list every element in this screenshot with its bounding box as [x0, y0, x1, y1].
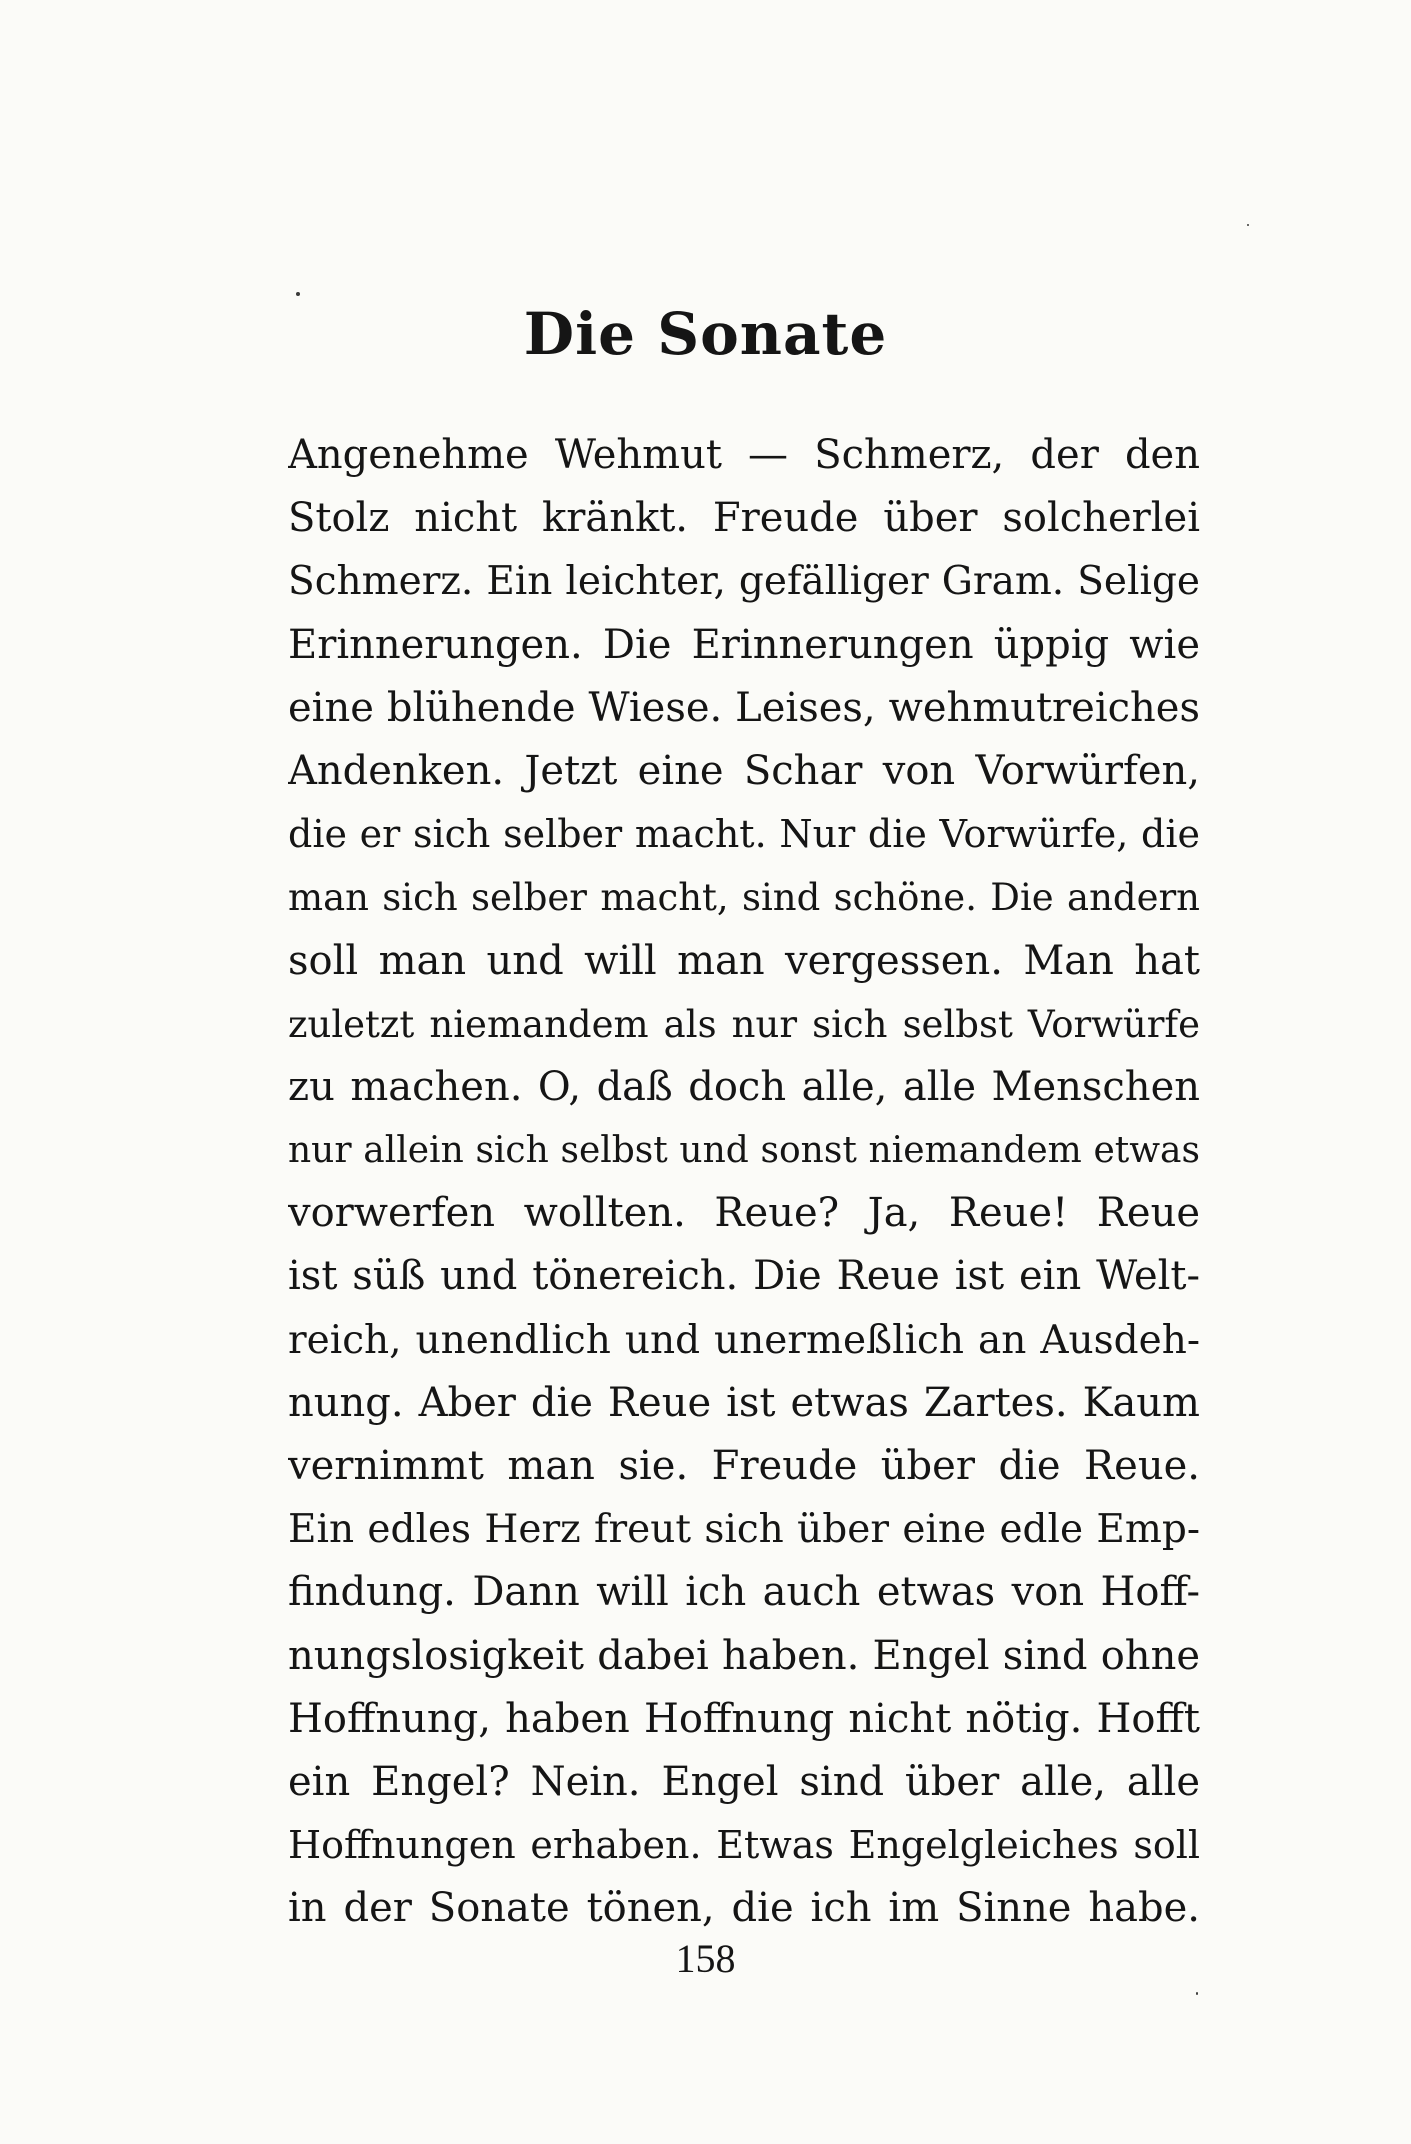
body-text [288, 424, 1200, 1941]
text-line: Hoffnungen erhaben. Etwas Engelgleiches soll [288, 1823, 1200, 1868]
print-speck [1247, 224, 1249, 226]
text-line: findung. Dann will ich auch etwas von Hoff- [288, 1569, 1200, 1616]
text-line: ein Engel? Nein. Engel sind über alle, alle [288, 1758, 1200, 1805]
text-line: Schmerz. Ein leichter, gefälliger Gram. Selige [288, 559, 1200, 605]
text-line: zuletzt niemandem als nur sich selbst Vorwürfe [288, 1002, 1200, 1046]
text-line: vorwerfen wollten. Reue? Ja, Reue! Reue [288, 1190, 1200, 1237]
text-line: Hoffnung, haben Hoffnung nicht nötig. Hofft [288, 1695, 1200, 1742]
text-line: man sich selber macht, sind schöne. Die andern [288, 876, 1200, 920]
text-line: nur allein sich selbst und sonst niemandem etwas [288, 1130, 1200, 1172]
page-number: 158 [675, 1936, 736, 1981]
text-line: reich, unendlich und unermeßlich an Ausdeh- [288, 1317, 1200, 1363]
text-line: Andenken. Jetzt eine Schar von Vorwürfen, [288, 747, 1200, 794]
text-line: Stolz nicht kränkt. Freude über solcherlei [288, 495, 1200, 542]
text-line: zu machen. O, daß doch alle, alle Menschen [288, 1063, 1200, 1110]
print-speck [1196, 1992, 1198, 1995]
text-line: Angenehme Wehmut — Schmerz, der den [288, 432, 1200, 478]
text-line: die er sich selber macht. Nur die Vorwürfe, die [288, 812, 1200, 857]
text-line: Erinnerungen. Die Erinnerungen üppig wie [288, 621, 1200, 668]
text-line: nungslosigkeit dabei haben. Engel sind ohne [288, 1632, 1200, 1679]
print-speck [296, 292, 300, 296]
text-line: nung. Aber die Reue ist etwas Zartes. Kaum [288, 1379, 1200, 1426]
chapter-title: Die Sonate [523, 300, 888, 368]
text-line: vernimmt man sie. Freude über die Reue. [288, 1443, 1200, 1489]
text-line: eine blühende Wiese. Leises, wehmutreiches [288, 684, 1200, 731]
text-line: Ein edles Herz freut sich über eine edle Emp- [288, 1507, 1200, 1553]
text-line: ist süß und tönereich. Die Reue ist ein Welt- [288, 1253, 1200, 1300]
text-line: soll man und will man vergessen. Man hat [288, 937, 1200, 984]
text-line: in der Sonate tönen, die ich im Sinne habe. [288, 1885, 1200, 1932]
